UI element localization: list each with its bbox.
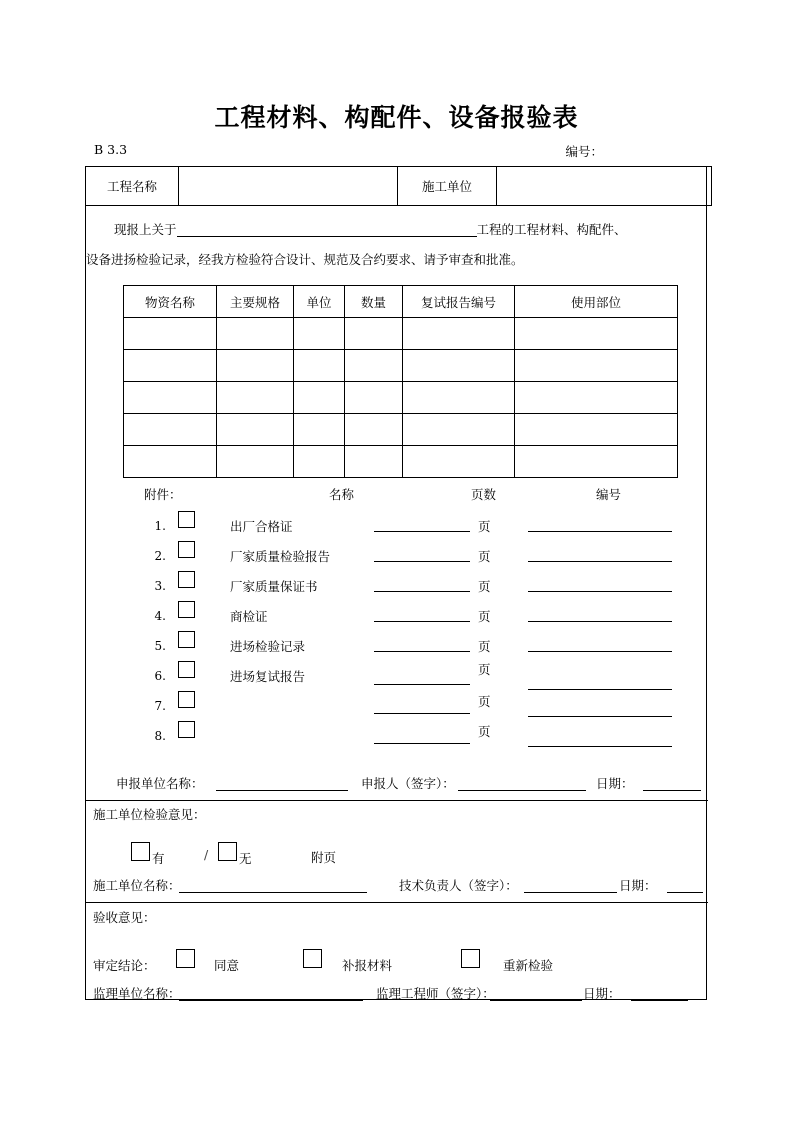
attachment-checkbox-5[interactable] [178, 631, 195, 648]
attachment-row-2 [86, 539, 708, 569]
cell-usage-location[interactable] [515, 446, 678, 478]
conclusion-agree-label: 同意 [214, 958, 240, 973]
attachment-pages-blank[interactable] [374, 621, 470, 622]
table-row [124, 318, 678, 350]
attachment-name: 厂家质量检验报告 [230, 549, 331, 564]
cell-quantity[interactable] [345, 382, 403, 414]
attachment-name: 进场复试报告 [230, 669, 306, 684]
page-unit-label: 页 [478, 519, 491, 534]
page-unit-label: 页 [478, 662, 491, 677]
page-unit-label: 页 [478, 609, 491, 624]
attachment-row-8 [86, 719, 708, 749]
project-info-table [85, 166, 712, 206]
cell-quantity[interactable] [345, 318, 403, 350]
no-attachment-label: 无 [239, 851, 252, 866]
attachment-index: 2. [154, 549, 166, 563]
attachment-number-blank[interactable] [528, 561, 672, 562]
declarer-date-field[interactable] [643, 790, 701, 791]
attachment-checkbox-3[interactable] [178, 571, 195, 588]
table-row [86, 167, 712, 206]
cell-retest-report-no[interactable] [403, 350, 515, 382]
project-name-label: 工程名称 [86, 167, 179, 206]
attachment-checkbox-4[interactable] [178, 601, 195, 618]
cell-quantity[interactable] [345, 414, 403, 446]
construction-unit-label: 施工单位 [398, 167, 497, 206]
cell-specification[interactable] [217, 446, 294, 478]
cell-specification[interactable] [217, 318, 294, 350]
form-code: B 3.3 [94, 142, 128, 157]
cell-unit[interactable] [294, 382, 345, 414]
page-unit-label: 页 [478, 549, 491, 564]
cell-unit[interactable] [294, 350, 345, 382]
attachment-pages-blank[interactable] [374, 591, 470, 592]
construction-date-field[interactable] [667, 892, 703, 893]
serial-number-label: 编号： [565, 144, 603, 159]
intro-after-blank-text: 工程的工程材料、构配件、 [476, 222, 627, 237]
attachment-row-3 [86, 569, 708, 599]
attachment-pages-blank[interactable] [374, 651, 470, 652]
form-frame [85, 166, 707, 1000]
form-code-row [88, 142, 706, 160]
col-header-unit: 单位 [294, 286, 345, 318]
attachment-number-blank[interactable] [528, 531, 672, 532]
attachment-name: 出厂合格证 [230, 519, 293, 534]
conclusion-agree-checkbox[interactable] [176, 949, 195, 968]
attachment-name: 厂家质量保证书 [230, 579, 318, 594]
conclusion-label: 审定结论： [93, 958, 156, 973]
attachment-checkbox-6[interactable] [178, 661, 195, 678]
attachment-checkbox-8[interactable] [178, 721, 195, 738]
attachment-checkbox-1[interactable] [178, 511, 195, 528]
project-name-value[interactable] [179, 167, 398, 206]
attachment-name: 商检证 [230, 609, 268, 624]
col-header-material-name: 物资名称 [124, 286, 217, 318]
intro-line-2: 设备进扬检验记录，经我方检验符合设计、规范及合约要求、请予审查和批准。 [86, 252, 524, 267]
construction-unit-value[interactable] [497, 167, 712, 206]
attachment-index: 8. [154, 729, 166, 743]
cell-specification[interactable] [217, 414, 294, 446]
table-row [124, 446, 678, 478]
cell-specification[interactable] [217, 382, 294, 414]
cell-unit[interactable] [294, 414, 345, 446]
technical-manager-label: 技术负责人（签字）： [399, 878, 518, 893]
supervision-date-label: 日期： [583, 986, 621, 1001]
attachment-row-1 [86, 509, 708, 539]
supervision-unit-field[interactable] [179, 1000, 363, 1001]
conclusion-reinspect-label: 重新检验 [503, 958, 554, 973]
supervision-unit-label: 监理单位名称： [93, 986, 181, 1001]
attachment-number-blank[interactable] [528, 716, 672, 717]
attachment-pages-blank[interactable] [374, 684, 470, 685]
attachments-col-name: 名称 [329, 487, 355, 502]
cell-usage-location[interactable] [515, 414, 678, 446]
has-attachment-checkbox[interactable] [131, 842, 150, 861]
cell-retest-report-no[interactable] [403, 382, 515, 414]
attachment-number-blank[interactable] [528, 651, 672, 652]
declarer-person-field[interactable] [458, 790, 586, 791]
declarer-date-label: 日期： [596, 776, 634, 791]
construction-opinion-heading: 施工单位检验意见： [93, 807, 206, 822]
page-unit-label: 页 [478, 694, 491, 709]
cell-material-name[interactable] [124, 382, 217, 414]
cell-retest-report-no[interactable] [403, 414, 515, 446]
cell-retest-report-no[interactable] [403, 446, 515, 478]
conclusion-supplement-label: 补报材料 [342, 958, 393, 973]
construction-unit-name-label: 施工单位名称： [93, 878, 181, 893]
construction-date-label: 日期： [619, 878, 657, 893]
declarer-person-label: 申报人（签字）： [361, 776, 455, 791]
attachments-section [86, 485, 708, 749]
declarer-signature-row [86, 770, 708, 801]
attachment-number-blank[interactable] [528, 621, 672, 622]
attachment-checkbox-7[interactable] [178, 691, 195, 708]
table-row [124, 382, 678, 414]
col-header-usage-location: 使用部位 [515, 286, 678, 318]
attachment-row-7 [86, 689, 708, 719]
construction-unit-name-field[interactable] [179, 892, 367, 893]
supervision-engineer-field[interactable] [490, 1000, 582, 1001]
materials-table-head [124, 286, 678, 318]
attachment-index: 5. [154, 639, 166, 653]
attachment-pages-blank[interactable] [374, 713, 470, 714]
attachments-col-pages: 页数 [471, 487, 497, 502]
attachments-label: 附件： [144, 487, 182, 502]
col-header-specification: 主要规格 [217, 286, 294, 318]
col-header-quantity: 数量 [345, 286, 403, 318]
cell-quantity[interactable] [345, 350, 403, 382]
conclusion-reinspect-checkbox[interactable] [461, 949, 480, 968]
attachment-index: 1. [154, 519, 166, 533]
cell-material-name[interactable] [124, 350, 217, 382]
attachment-index: 4. [154, 609, 166, 623]
attachment-pages-blank[interactable] [374, 561, 470, 562]
declarer-unit-field[interactable] [216, 790, 348, 791]
materials-table-body [124, 318, 678, 478]
attachment-row-5 [86, 629, 708, 659]
attachment-index: 3. [154, 579, 166, 593]
attachment-page-label: 附页 [311, 850, 337, 865]
attachment-index: 6. [154, 669, 166, 683]
page-unit-label: 页 [478, 639, 491, 654]
cell-usage-location[interactable] [515, 350, 678, 382]
cell-usage-location[interactable] [515, 382, 678, 414]
page-unit-label: 页 [478, 724, 491, 739]
conclusion-supplement-checkbox[interactable] [303, 949, 322, 968]
has-attachment-label: 有 [152, 851, 165, 866]
attachments-col-number: 编号 [596, 487, 622, 502]
attachments-header [86, 485, 708, 509]
separator-slash: / [204, 847, 209, 862]
page-unit-label: 页 [478, 579, 491, 594]
attachment-row-6 [86, 659, 708, 689]
acceptance-opinion-heading: 验收意见： [93, 910, 156, 925]
cell-quantity[interactable] [345, 446, 403, 478]
acceptance-opinion-section [86, 902, 708, 999]
attachment-checkbox-2[interactable] [178, 541, 195, 558]
attachment-pages-blank[interactable] [374, 743, 470, 744]
page-title: 工程材料、构配件、设备报验表 [214, 103, 579, 132]
cell-material-name[interactable] [124, 414, 217, 446]
table-row [124, 350, 678, 382]
cell-retest-report-no[interactable] [403, 318, 515, 350]
table-header-row [124, 286, 678, 318]
supervision-engineer-label: 监理工程师（签字）： [376, 986, 495, 1001]
attachment-number-blank[interactable] [528, 746, 672, 747]
project-name-blank[interactable] [177, 236, 477, 237]
cell-unit[interactable] [294, 446, 345, 478]
supervision-date-field[interactable] [631, 1000, 688, 1001]
table-row [124, 414, 678, 446]
attachment-name: 进场检验记录 [230, 639, 306, 654]
attachment-row-4 [86, 599, 708, 629]
no-attachment-checkbox[interactable] [218, 842, 237, 861]
attachment-index: 7. [154, 699, 166, 713]
construction-opinion-section [86, 800, 708, 903]
technical-manager-field[interactable] [524, 892, 617, 893]
cell-material-name[interactable] [124, 318, 217, 350]
declarer-unit-label: 申报单位名称： [116, 776, 204, 791]
cell-material-name[interactable] [124, 446, 217, 478]
attachment-number-blank[interactable] [528, 591, 672, 592]
materials-table [123, 285, 678, 478]
col-header-retest-report-no: 复试报告编号 [403, 286, 515, 318]
intro-line-1 [86, 215, 708, 245]
cell-specification[interactable] [217, 350, 294, 382]
cell-unit[interactable] [294, 318, 345, 350]
cell-usage-location[interactable] [515, 318, 678, 350]
attachment-pages-blank[interactable] [374, 531, 470, 532]
intro-lead-text: 现报上关于 [114, 222, 177, 237]
